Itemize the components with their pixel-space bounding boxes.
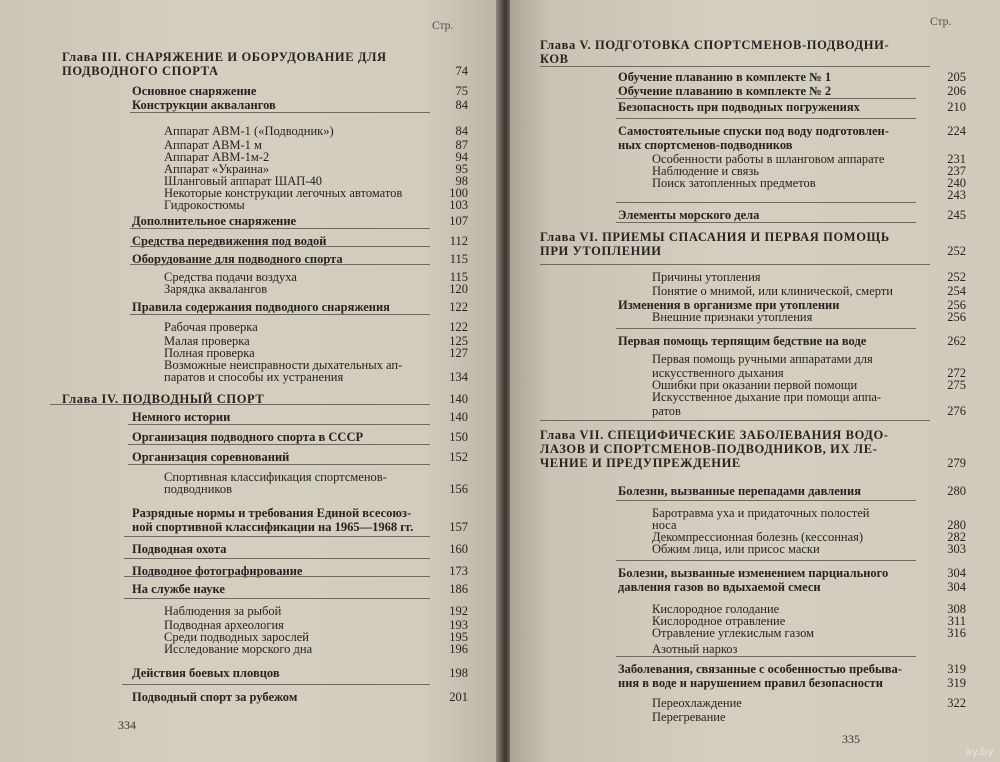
right-entry-label: Обучение плаванию в комплекте № 2 <box>618 84 832 98</box>
left-entry-label: Действия боевых пловцов <box>132 666 280 680</box>
section-divider <box>124 558 430 559</box>
left-entry-label: Возможные неисправности дыхательных ап- <box>164 358 403 372</box>
section-divider <box>616 98 916 99</box>
right-entry-page-number: 304 <box>947 580 966 594</box>
left-entry-page-number: 120 <box>449 282 468 296</box>
section-divider <box>540 66 930 67</box>
left-entry-page-number: 95 <box>455 162 468 176</box>
right-entry-label: Болезни, вызванные перепадами давления <box>618 484 861 498</box>
right-entry-page-number: 308 <box>947 602 966 616</box>
right-entry-page-number: 252 <box>947 270 966 284</box>
left-entry-page-number: 198 <box>449 666 468 680</box>
left-entry-page-number: 160 <box>449 542 468 556</box>
left-entry-label: Полная проверка <box>164 346 255 360</box>
right-entry-label: Первая помощь терпящим бедствие на воде <box>618 334 867 348</box>
right-entry-label: ЧЕНИЕ И ПРЕДУПРЕЖДЕНИЕ <box>540 456 741 470</box>
page-column-header: Стр. <box>930 16 952 28</box>
page-number: 334 <box>118 718 136 732</box>
section-divider <box>124 576 430 577</box>
left-entry-label: Аппарат АВМ-1 м <box>164 138 262 152</box>
right-entry-label: ПРИ УТОПЛЕНИИ <box>540 244 662 258</box>
left-entry-page-number: 87 <box>455 138 468 152</box>
right-entry-page-number: 252 <box>947 244 966 258</box>
left-entry-label: Шланговый аппарат ШАП-40 <box>164 174 322 188</box>
left-entry-page-number: 122 <box>449 320 468 334</box>
right-entry-label: Изменения в организме при утоплении <box>618 298 840 312</box>
right-entry-label: Баротравма уха и придаточных полостей <box>652 506 870 520</box>
right-entry-label: Обучение плаванию в комплекте № 1 <box>618 70 832 84</box>
section-divider <box>616 328 916 329</box>
left-entry-page-number: 74 <box>455 64 468 78</box>
section-divider <box>130 246 430 247</box>
section-divider <box>130 264 430 265</box>
left-entry-page-number: 115 <box>449 252 468 266</box>
left-entry-label: Средства передвижения под водой <box>132 234 327 248</box>
left-entry-label: Аппарат АВМ-1м-2 <box>164 150 270 164</box>
section-divider <box>130 112 430 113</box>
section-divider <box>130 228 430 229</box>
right-entry-page-number: 275 <box>947 378 966 392</box>
left-entry-page-number: 193 <box>449 618 468 632</box>
section-divider <box>616 656 916 657</box>
right-entry-label: давления газов во вдыхаемой смеси <box>618 580 821 594</box>
right-entry-label: Глава V. ПОДГОТОВКА СПОРТСМЕНОВ-ПОДВОДНИ- <box>540 38 890 52</box>
left-entry-page-number: 84 <box>455 124 468 138</box>
left-entry-label: Наблюдения за рыбой <box>164 604 282 618</box>
section-divider <box>616 202 916 203</box>
right-entry-label: ЛАЗОВ И СПОРТСМЕНОВ-ПОДВОДНИКОВ, ИХ ЛЕ- <box>540 442 878 456</box>
left-entry-page-number: 196 <box>449 642 468 656</box>
left-entry-label: На службе науке <box>132 582 225 596</box>
left-entry-page-number: 115 <box>449 270 468 284</box>
page-column-header: Стр. <box>432 20 454 32</box>
section-divider <box>616 500 916 501</box>
left-entry-page-number: 107 <box>449 214 468 228</box>
left-entry-page-number: 125 <box>449 334 468 348</box>
right-entry-label: Искусственное дыхание при помощи аппа- <box>652 390 882 404</box>
right-entry-label: Первая помощь ручными аппаратами для <box>652 352 873 366</box>
left-entry-label: Глава III. СНАРЯЖЕНИЕ И ОБОРУДОВАНИЕ ДЛЯ <box>62 50 387 64</box>
right-entry-page-number: 237 <box>947 164 966 178</box>
section-divider <box>130 314 430 315</box>
right-entry-page-number: 224 <box>947 124 966 138</box>
watermark-logo: ay.by <box>965 747 994 758</box>
right-entry-page-number: 206 <box>947 84 966 98</box>
right-entry-label: Особенности работы в шланговом аппарате <box>652 152 885 166</box>
left-entry-label: Некоторые конструкции легочных автоматов <box>164 186 403 200</box>
right-entry-page-number: 280 <box>947 518 966 532</box>
right-entry-label: Болезни, вызванные изменением парциального <box>618 566 889 580</box>
left-entry-label: Разрядные нормы и требования Единой всесоюз- <box>132 506 412 520</box>
right-entry-page-number: 282 <box>947 530 966 544</box>
right-entry-page-number: 256 <box>947 298 966 312</box>
left-entry-label: Зарядка аквалангов <box>164 282 268 296</box>
left-entry-label: Гидрокостюмы <box>164 198 245 212</box>
right-entry-page-number: 262 <box>947 334 966 348</box>
right-entry-page-number: 311 <box>947 614 966 628</box>
right-entry-page-number: 256 <box>947 310 966 324</box>
left-entry-page-number: 192 <box>449 604 468 618</box>
left-entry-label: ной спортивной классификации на 1965—1968 гг. <box>132 520 414 534</box>
left-entry-label: Основное снаряжение <box>132 84 257 98</box>
left-entry-label: Организация подводного спорта в СССР <box>132 430 364 444</box>
right-entry-label: Внешние признаки утопления <box>652 310 813 324</box>
left-entry-label: Спортивная классификация спортсменов- <box>164 470 387 484</box>
right-entry-page-number: 303 <box>947 542 966 556</box>
left-entry-label: Подводное фотографирование <box>132 564 303 578</box>
right-entry-page-number: 210 <box>947 100 966 114</box>
section-divider <box>616 560 916 561</box>
left-entry-label: подводников <box>164 482 232 496</box>
right-entry-page-number: 245 <box>947 208 966 222</box>
left-entry-label: ПОДВОДНОГО СПОРТА <box>62 64 219 78</box>
right-entry-label: Причины утопления <box>652 270 761 284</box>
right-entry-label: Обжим лица, или присос маски <box>652 542 820 556</box>
section-divider <box>540 264 930 265</box>
right-entry-label: Элементы морского дела <box>618 208 760 222</box>
left-entry-page-number: 150 <box>449 430 468 444</box>
right-entry-page-number: 276 <box>947 404 966 418</box>
left-entry-page-number: 100 <box>449 186 468 200</box>
left-entry-page-number: 152 <box>449 450 468 464</box>
left-entry-label: Аппарат АВМ-1 («Подводник») <box>164 124 334 138</box>
right-entry-label: носа <box>652 518 677 532</box>
left-entry-page-number: 112 <box>449 234 468 248</box>
left-entry-label: Подводный спорт за рубежом <box>132 690 298 704</box>
left-entry-page-number: 173 <box>449 564 468 578</box>
section-divider <box>128 444 430 445</box>
right-entry-label: Перегревание <box>652 710 726 724</box>
left-entry-page-number: 195 <box>449 630 468 644</box>
section-divider <box>540 420 930 421</box>
left-entry-label: Глава IV. ПОДВОДНЫЙ СПОРТ <box>62 392 265 406</box>
left-entry-page-number: 94 <box>455 150 468 164</box>
right-entry-label: Декомпрессионная болезнь (кессонная) <box>652 530 864 544</box>
left-entry-page-number: 98 <box>455 174 468 188</box>
right-entry-label: ния в воде и нарушением правил безопасности <box>618 676 883 690</box>
section-divider <box>122 684 430 685</box>
page-number: 335 <box>842 732 860 746</box>
right-entry-label: ратов <box>652 404 681 418</box>
left-entry-label: Подводная археология <box>164 618 284 632</box>
right-entry-page-number: 279 <box>947 456 966 470</box>
right-entry-label: Отравление углекислым газом <box>652 626 814 640</box>
right-entry-label: Азотный наркоз <box>652 642 738 656</box>
right-entry-label: Поиск затопленных предметов <box>652 176 816 190</box>
section-divider <box>124 536 430 537</box>
right-entry-label: Кислородное отравление <box>652 614 786 628</box>
right-entry-page-number: 316 <box>947 626 966 640</box>
left-entry-label: Средства подачи воздуха <box>164 270 297 284</box>
right-entry-page-number: 304 <box>947 566 966 580</box>
right-entry-label: Самостоятельные спуски под воду подготовлен- <box>618 124 889 138</box>
left-entry-page-number: 201 <box>449 690 468 704</box>
left-entry-page-number: 140 <box>449 392 468 406</box>
left-entry-page-number: 186 <box>449 582 468 596</box>
left-entry-label: Среди подводных зарослей <box>164 630 309 644</box>
section-divider <box>124 598 430 599</box>
left-entry-label: паратов и способы их устранения <box>164 370 344 384</box>
right-entry-page-number: 240 <box>947 176 966 190</box>
right-entry-label: Заболевания, связанные с особенностью пребыва- <box>618 662 902 676</box>
right-entry-label: Глава VII. СПЕЦИФИЧЕСКИЕ ЗАБОЛЕВАНИЯ ВОДО- <box>540 428 889 442</box>
right-entry-page-number: 231 <box>947 152 966 166</box>
left-entry-page-number: 134 <box>449 370 468 384</box>
right-entry-page-number: 322 <box>947 696 966 710</box>
right-entry-label: Переохлаждение <box>652 696 742 710</box>
right-entry-page-number: 254 <box>947 284 966 298</box>
right-entry-page-number: 280 <box>947 484 966 498</box>
left-entry-label: Аппарат «Украина» <box>164 162 270 176</box>
left-entry-label: Организация соревнований <box>132 450 290 464</box>
left-entry-page-number: 103 <box>449 198 468 212</box>
left-entry-label: Оборудование для подводного спорта <box>132 252 343 266</box>
left-entry-label: Правила содержания подводного снаряжения <box>132 300 390 314</box>
right-page <box>510 0 1000 762</box>
left-entry-page-number: 157 <box>449 520 468 534</box>
right-entry-label: искусственного дыхания <box>652 366 784 380</box>
left-entry-label: Конструкции аквалангов <box>132 98 276 112</box>
left-entry-label: Подводная охота <box>132 542 227 556</box>
left-entry-label: Малая проверка <box>164 334 250 348</box>
section-divider <box>616 222 916 223</box>
right-entry-label: Глава VI. ПРИЕМЫ СПАСАНИЯ И ПЕРВАЯ ПОМОЩЬ <box>540 230 890 244</box>
left-entry-page-number: 122 <box>449 300 468 314</box>
right-entry-label: Понятие о мнимой, или клинической, смерти <box>652 284 893 298</box>
section-divider <box>128 424 430 425</box>
right-entry-page-number: 205 <box>947 70 966 84</box>
right-entry-page-number: 243 <box>947 188 966 202</box>
left-entry-page-number: 140 <box>449 410 468 424</box>
left-entry-label: Дополнительное снаряжение <box>132 214 297 228</box>
section-divider <box>128 464 430 465</box>
left-entry-page-number: 127 <box>449 346 468 360</box>
section-divider <box>50 404 430 405</box>
left-entry-label: Немного истории <box>132 410 231 424</box>
right-entry-label: Безопасность при подводных погружениях <box>618 100 860 114</box>
left-entry-page-number: 84 <box>455 98 468 112</box>
right-entry-label: Ошибки при оказании первой помощи <box>652 378 858 392</box>
right-entry-label: ных спортсменов-подводников <box>618 138 793 152</box>
right-entry-label: Кислородное голодание <box>652 602 780 616</box>
left-entry-page-number: 156 <box>449 482 468 496</box>
left-entry-label: Исследование морского дна <box>164 642 313 656</box>
right-entry-label: КОВ <box>540 52 569 66</box>
section-divider <box>616 118 916 119</box>
right-entry-page-number: 319 <box>947 662 966 676</box>
right-entry-page-number: 272 <box>947 366 966 380</box>
right-entry-page-number: 319 <box>947 676 966 690</box>
left-entry-label: Рабочая проверка <box>164 320 258 334</box>
right-entry-label: Наблюдение и связь <box>652 164 760 178</box>
left-entry-page-number: 75 <box>455 84 468 98</box>
